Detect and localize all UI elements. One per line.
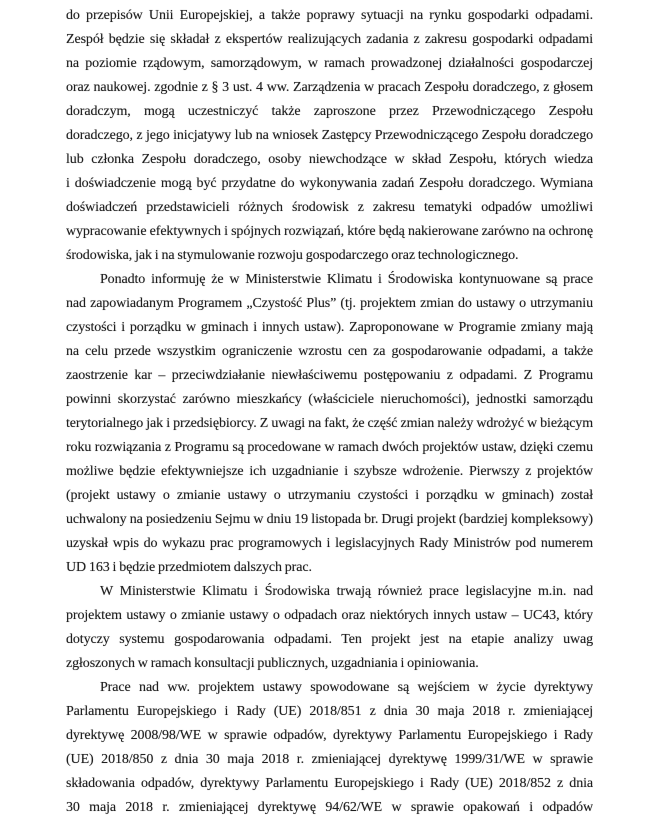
text-line: możliwe będzie efektywniejsze ich uzgadnianie i szybsze wdrożenie. Pierwszy z projektów	[66, 464, 593, 479]
text-line: wypracowanie efektywnych i spójnych rozwiązań, które będą nakierowane zarówno na ochronę	[66, 224, 593, 239]
text-line: oraz naukowej. zgodnie z § 3 ust. 4 ww. Zarządzenia w pracach Zespołu doradczego, z głosem	[66, 80, 593, 95]
text-line: Ponadto informuję że w Ministerstwie Klimatu i Środowiska kontynuowane są prace	[100, 272, 593, 287]
text-line: uchwalony na posiedzeniu Sejmu w dniu 19 listopada br. Drugi projekt (bardziej kompleksowy)	[66, 512, 593, 527]
text-line: W Ministerstwie Klimatu i Środowiska trwają również prace legislacyjne m.in. nad	[100, 584, 593, 599]
text-line: uzyskał wpis do wykazu prac programowych i legislacyjnych Rady Ministrów pod numerem	[66, 536, 593, 551]
text-line: powinni skorzystać zarówno mieszkańcy (właściciele nieruchomości), jednostki samorządu	[66, 392, 593, 407]
text-line: doradczym, mogą uczestniczyć także zaproszone przez Przewodniczącego Zespołu	[66, 104, 593, 119]
text-line: UD 163 i będzie przedmiotem dalszych prac.	[66, 560, 312, 575]
text-line: (UE) 2018/850 z dnia 30 maja 2018 r. zmieniającej dyrektywę 1999/31/WE w sprawie	[66, 752, 593, 767]
text-line: Zespół będzie się składał z ekspertów realizujących zadania z zakresu gospodarki odpadami	[66, 32, 593, 47]
document-body	[66, 4, 593, 820]
text-line: dyrektywę 2008/98/WE w sprawie odpadów, dyrektywy Parlamentu Europejskiego i Rady	[66, 728, 593, 743]
text-line: na poziomie rządowym, samorządowym, w ramach prowadzonej działalności gospodarczej	[66, 56, 593, 71]
text-line: składowania odpadów, dyrektywy Parlamentu Europejskiego i Rady (UE) 2018/852 z dnia	[66, 776, 593, 791]
text-line: doświadczeń przedstawicieli różnych środowisk z zakresu tematyki odpadów umożliwi	[66, 200, 593, 215]
text-line: i doświadczenie mogą być przydatne do wykonywania zadań Zespołu doradczego. Wymiana	[66, 176, 593, 191]
text-line: środowiska, jak i na stymulowanie rozwoju gospodarczego oraz technologicznego.	[66, 248, 519, 263]
text-line: terytorialnego jak i przedsiębiorcy. Z uwagi na fakt, że część zmian należy wdrożyć w bieżącym	[66, 416, 593, 431]
text-line: na celu przede wszystkim ograniczenie wzrostu cen za gospodarowanie odpadami, a także	[66, 344, 593, 359]
text-line: doradczego, z jego inicjatywy lub na wniosek Zastępcy Przewodniczącego Zespołu doradczego	[66, 128, 593, 143]
text-line: roku rozwiązania z Programu są procedowane w ramach dwóch projektów ustaw, dzięki czemu	[66, 440, 593, 455]
text-line: czystości i porządku w gminach i innych ustaw). Zaproponowane w Programie zmiany mają	[66, 320, 593, 335]
text-line: zgłoszonych w ramach konsultacji publicznych, uzgadniania i opiniowania.	[66, 656, 479, 671]
text-line: projektem ustawy o zmianie ustawy o odpadach oraz niektórych innych ustaw – UC43, który	[66, 608, 593, 623]
text-line: lub członka Zespołu doradczego, osoby niewchodzące w skład Zespołu, których wiedza	[66, 152, 593, 167]
text-line: Prace nad ww. projektem ustawy spowodowane są wejściem w życie dyrektywy	[100, 680, 593, 695]
text-line: dotyczy systemu gospodarowania odpadami. Ten projekt jest na etapie analizy uwag	[66, 632, 593, 647]
text-line: do przepisów Unii Europejskiej, a także poprawy sytuacji na rynku gospodarki odpadami.	[66, 8, 593, 23]
text-line: nad zapowiadanym Programem „Czystość Plus” (tj. projektem zmian do ustawy o utrzymaniu	[66, 296, 593, 311]
text-line: zaostrzenie kar – przeciwdziałanie niewłaściwemu postępowaniu z odpadami. Z Programu	[66, 368, 593, 383]
text-line: Parlamentu Europejskiego i Rady (UE) 2018/851 z dnia 30 maja 2018 r. zmieniającej	[66, 704, 593, 719]
text-line: (projekt ustawy o zmianie ustawy o utrzymaniu czystości i porządku w gminach) został	[66, 488, 593, 503]
text-line: 30 maja 2018 r. zmieniającej dyrektywę 94/62/WE w sprawie opakowań i odpadów	[66, 800, 593, 815]
